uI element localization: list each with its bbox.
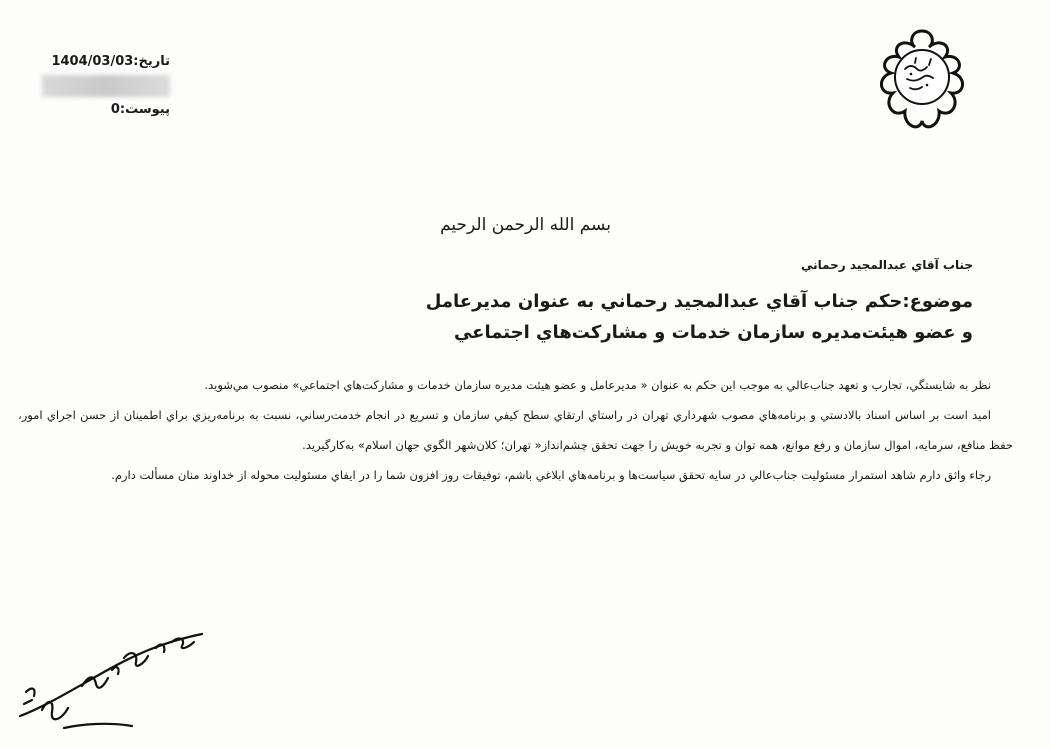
- redacted-letter-number: [42, 75, 170, 97]
- subject-label: موضوع:: [902, 291, 973, 312]
- letter-body: [18, 370, 1013, 490]
- body-paragraph: نظر به شايستگي، تجارب و تعهد جناب‌عالي به موجب اين حكم به عنوان « مديرعامل و عضو هيئت مديره سازمان خدمات و مشاركت‌هاي اجتماعي» منصوب مي‌شويد.: [204, 378, 991, 392]
- letter-number-line: [30, 74, 170, 98]
- subject: [413, 286, 973, 348]
- body-paragraph: اميد است بر اساس اسناد بالادستي و برنامه‌هاي مصوب شهرداري تهران در راستاي ارتقاي سطح كيفي سازمان و تسريع در انجام خدمت‌رساني، نسبت به برنامه‌ريزي براي اطمينان از حسن اجراي امور، حفظ منافع، سرمايه، اموال سازمان و رفع موانع، همه توان و تجربه خويش را جهت تحقق چشم‌انداز« تهران؛ كلان‌شهر الگوي جهان اسلام» به‌كارگيريد.: [18, 408, 1013, 452]
- attachment-value: 0: [110, 102, 120, 117]
- body-paragraph: رجاء واثق دارم شاهد استمرار مسئوليت جناب‌عالي در سايه تحقق سياست‌ها و برنامه‌هاي ابلاغي باشم، توفيقات روز افزون شما را در ايفاي مسئوليت محوله از خداوند منان مسألت دارم.: [111, 468, 991, 482]
- handwritten-signature-icon: [12, 628, 222, 738]
- recipient: جناب آقاي عبدالمجيد رحماني: [800, 258, 973, 272]
- letter-meta: [30, 50, 170, 122]
- tehran-municipality-logo-icon: [855, 25, 990, 145]
- date-value: 1404/03/03: [51, 54, 134, 69]
- date-line: [30, 50, 170, 74]
- attachment-line: [30, 98, 170, 122]
- date-label: تاريخ:: [133, 54, 170, 69]
- subject-text: حكم جناب آقاي عبدالمجيد رحماني به عنوان مديرعامل و عضو هيئت‌مديره سازمان خدمات و مشاركت‌هاي اجتماعي: [425, 291, 973, 343]
- attachment-label: پيوست:: [119, 102, 170, 117]
- basmala: بسم الله الرحمن الرحيم: [440, 215, 611, 235]
